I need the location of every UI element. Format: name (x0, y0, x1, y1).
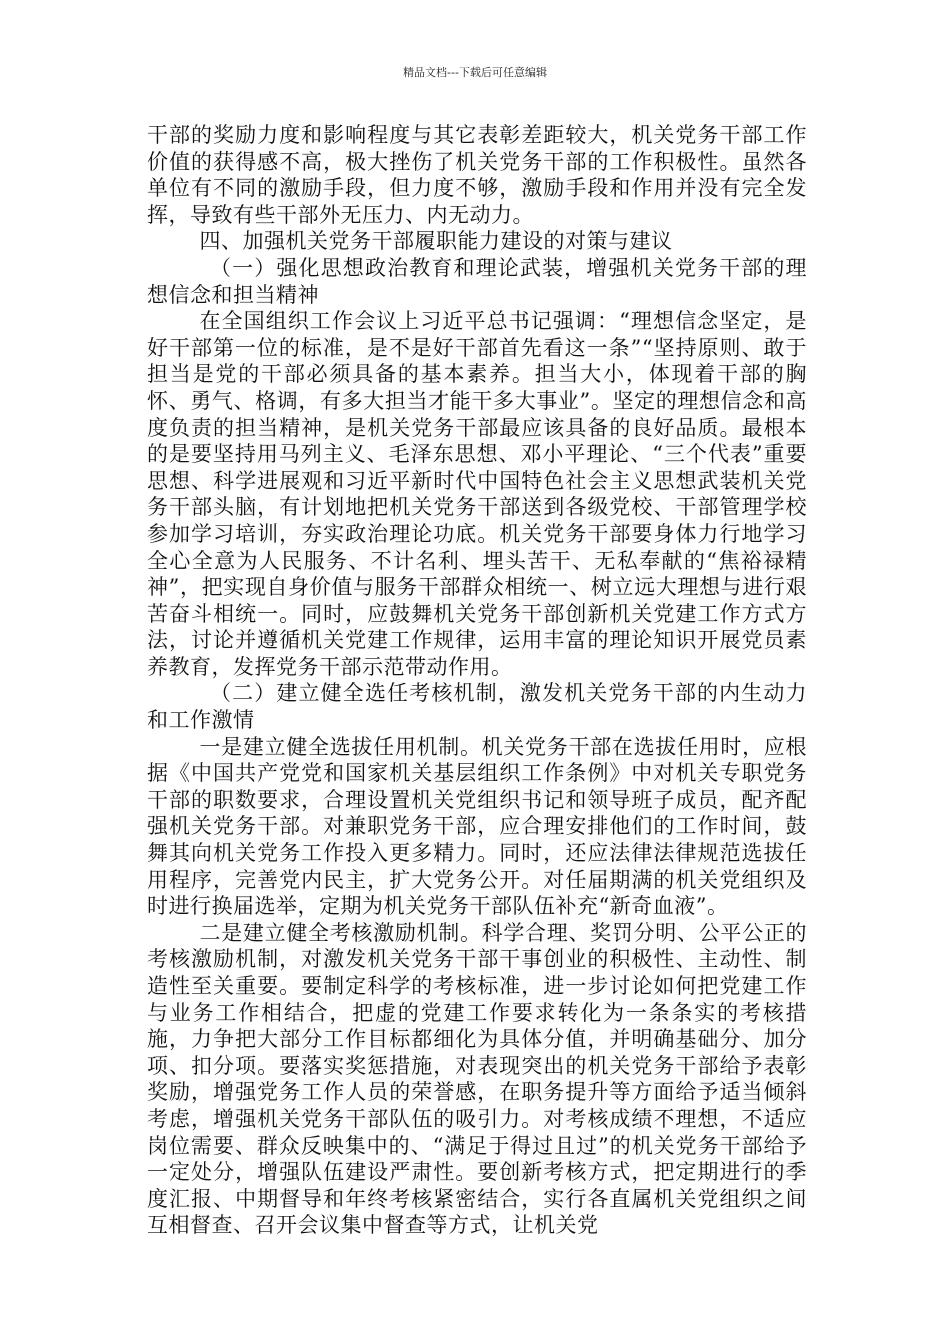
paragraph-continuation: 干部的奖励力度和影响程度与其它表彰差距较大，机关党务干部工作价值的获得感不高，极大挫伤了机关党务干部的工作积极性。虽然各单位有不同的激励手段，但力度不够，激励手段和作用并没有完全发挥，导致有些干部外无压力、内无动力。 (147, 123, 807, 227)
document-body (147, 122, 807, 1239)
paragraph-ideals: 在全国组织工作会议上习近平总书记强调：“理想信念坚定，是好干部第一位的标准，是不是好干部首先看这一条”“坚持原则、敢于担当是党的干部必须具备的基本素养。担当大小，体现着干部的胸怀、勇气、格调，有多大担当才能干多大事业”。坚定的理想信念和高度负责的担当精神，是机关党务干部最应该具备的良好品质。最根本的是要坚持用马列主义、毛泽东思想、邓小平理论、“三个代表”重要思想、科学进展观和习近平新时代中国特色社会主义思想武装机关党务干部头脑，有计划地把机关党务干部送到各级党校、干部管理学校参加学习培训，夯实政治理论功底。机关党务干部要身体力行地学习全心全意为人民服务、不计名利、埋头苦干、无私奉献的“焦裕禄精神”，把实现自身价值与服务干部群众相统一、树立远大理想与进行艰苦奋斗相统一。同时，应鼓舞机关党务干部创新机关党建工作方式方法，讨论并遵循机关党建工作规律，运用丰富的理论知识开展党员素养教育，发挥党务干部示范带动作用。 (147, 309, 807, 679)
subsection-heading-one: （一）强化思想政治教育和理论武装，增强机关党务干部的理想信念和担当精神 (147, 255, 807, 307)
paragraph-assessment-mechanism: 二是建立健全考核激励机制。科学合理、奖罚分明、公平公正的考核激励机制，对激发机关党务干部干事创业的积极性、主动性、制造性至关重要。要制定科学的考核标准，进一步讨论如何把党建工作与业务工作相结合，把虚的党建工作要求转化为一条条实的考核措施，力争把大部分工作目标都细化为具体分值，并明确基础分、加分项、扣分项。要落实奖惩措施，对表现突出的机关党务干部给予表彰奖励，增强党务工作人员的荣誉感，在职务提升等方面给予适当倾斜考虑，增强机关党务干部队伍的吸引力。对考核成绩不理想，不适应岗位需要、群众反映集中的、“满足于得过且过”的机关党务干部给予一定处分，增强队伍建设严肃性。要创新考核方式，把定期进行的季度汇报、中期督导和年终考核紧密结合，实行各直属机关党组织之间互相督查、召开会议集中督查等方式，让机关党 (147, 920, 807, 1238)
page-header: 精品文档---下载后可任意编辑 (403, 66, 547, 79)
subsection-heading-two: （二）建立健全选任考核机制，激发机关党务干部的内生动力和工作激情 (147, 681, 807, 733)
section-heading-four: 四、加强机关党务干部履职能力建设的对策与建议 (199, 229, 673, 254)
paragraph-selection-mechanism: 一是建立健全选拔任用机制。机关党务干部在选拔任用时，应根据《中国共产党党和国家机关基层组织工作条例》中对机关专职党务干部的职数要求，合理设置机关党组织书记和领导班子成员，配齐配强机关党务干部。对兼职党务干部，应合理安排他们的工作时间，鼓舞其向机关党务工作投入更多精力。同时，还应法律法律规范选拔任用程序，完善党内民主，扩大党务公开。对任届期满的机关党组织及时进行换届选举，定期为机关党务干部队伍补充“新奇血液”。 (147, 734, 807, 919)
